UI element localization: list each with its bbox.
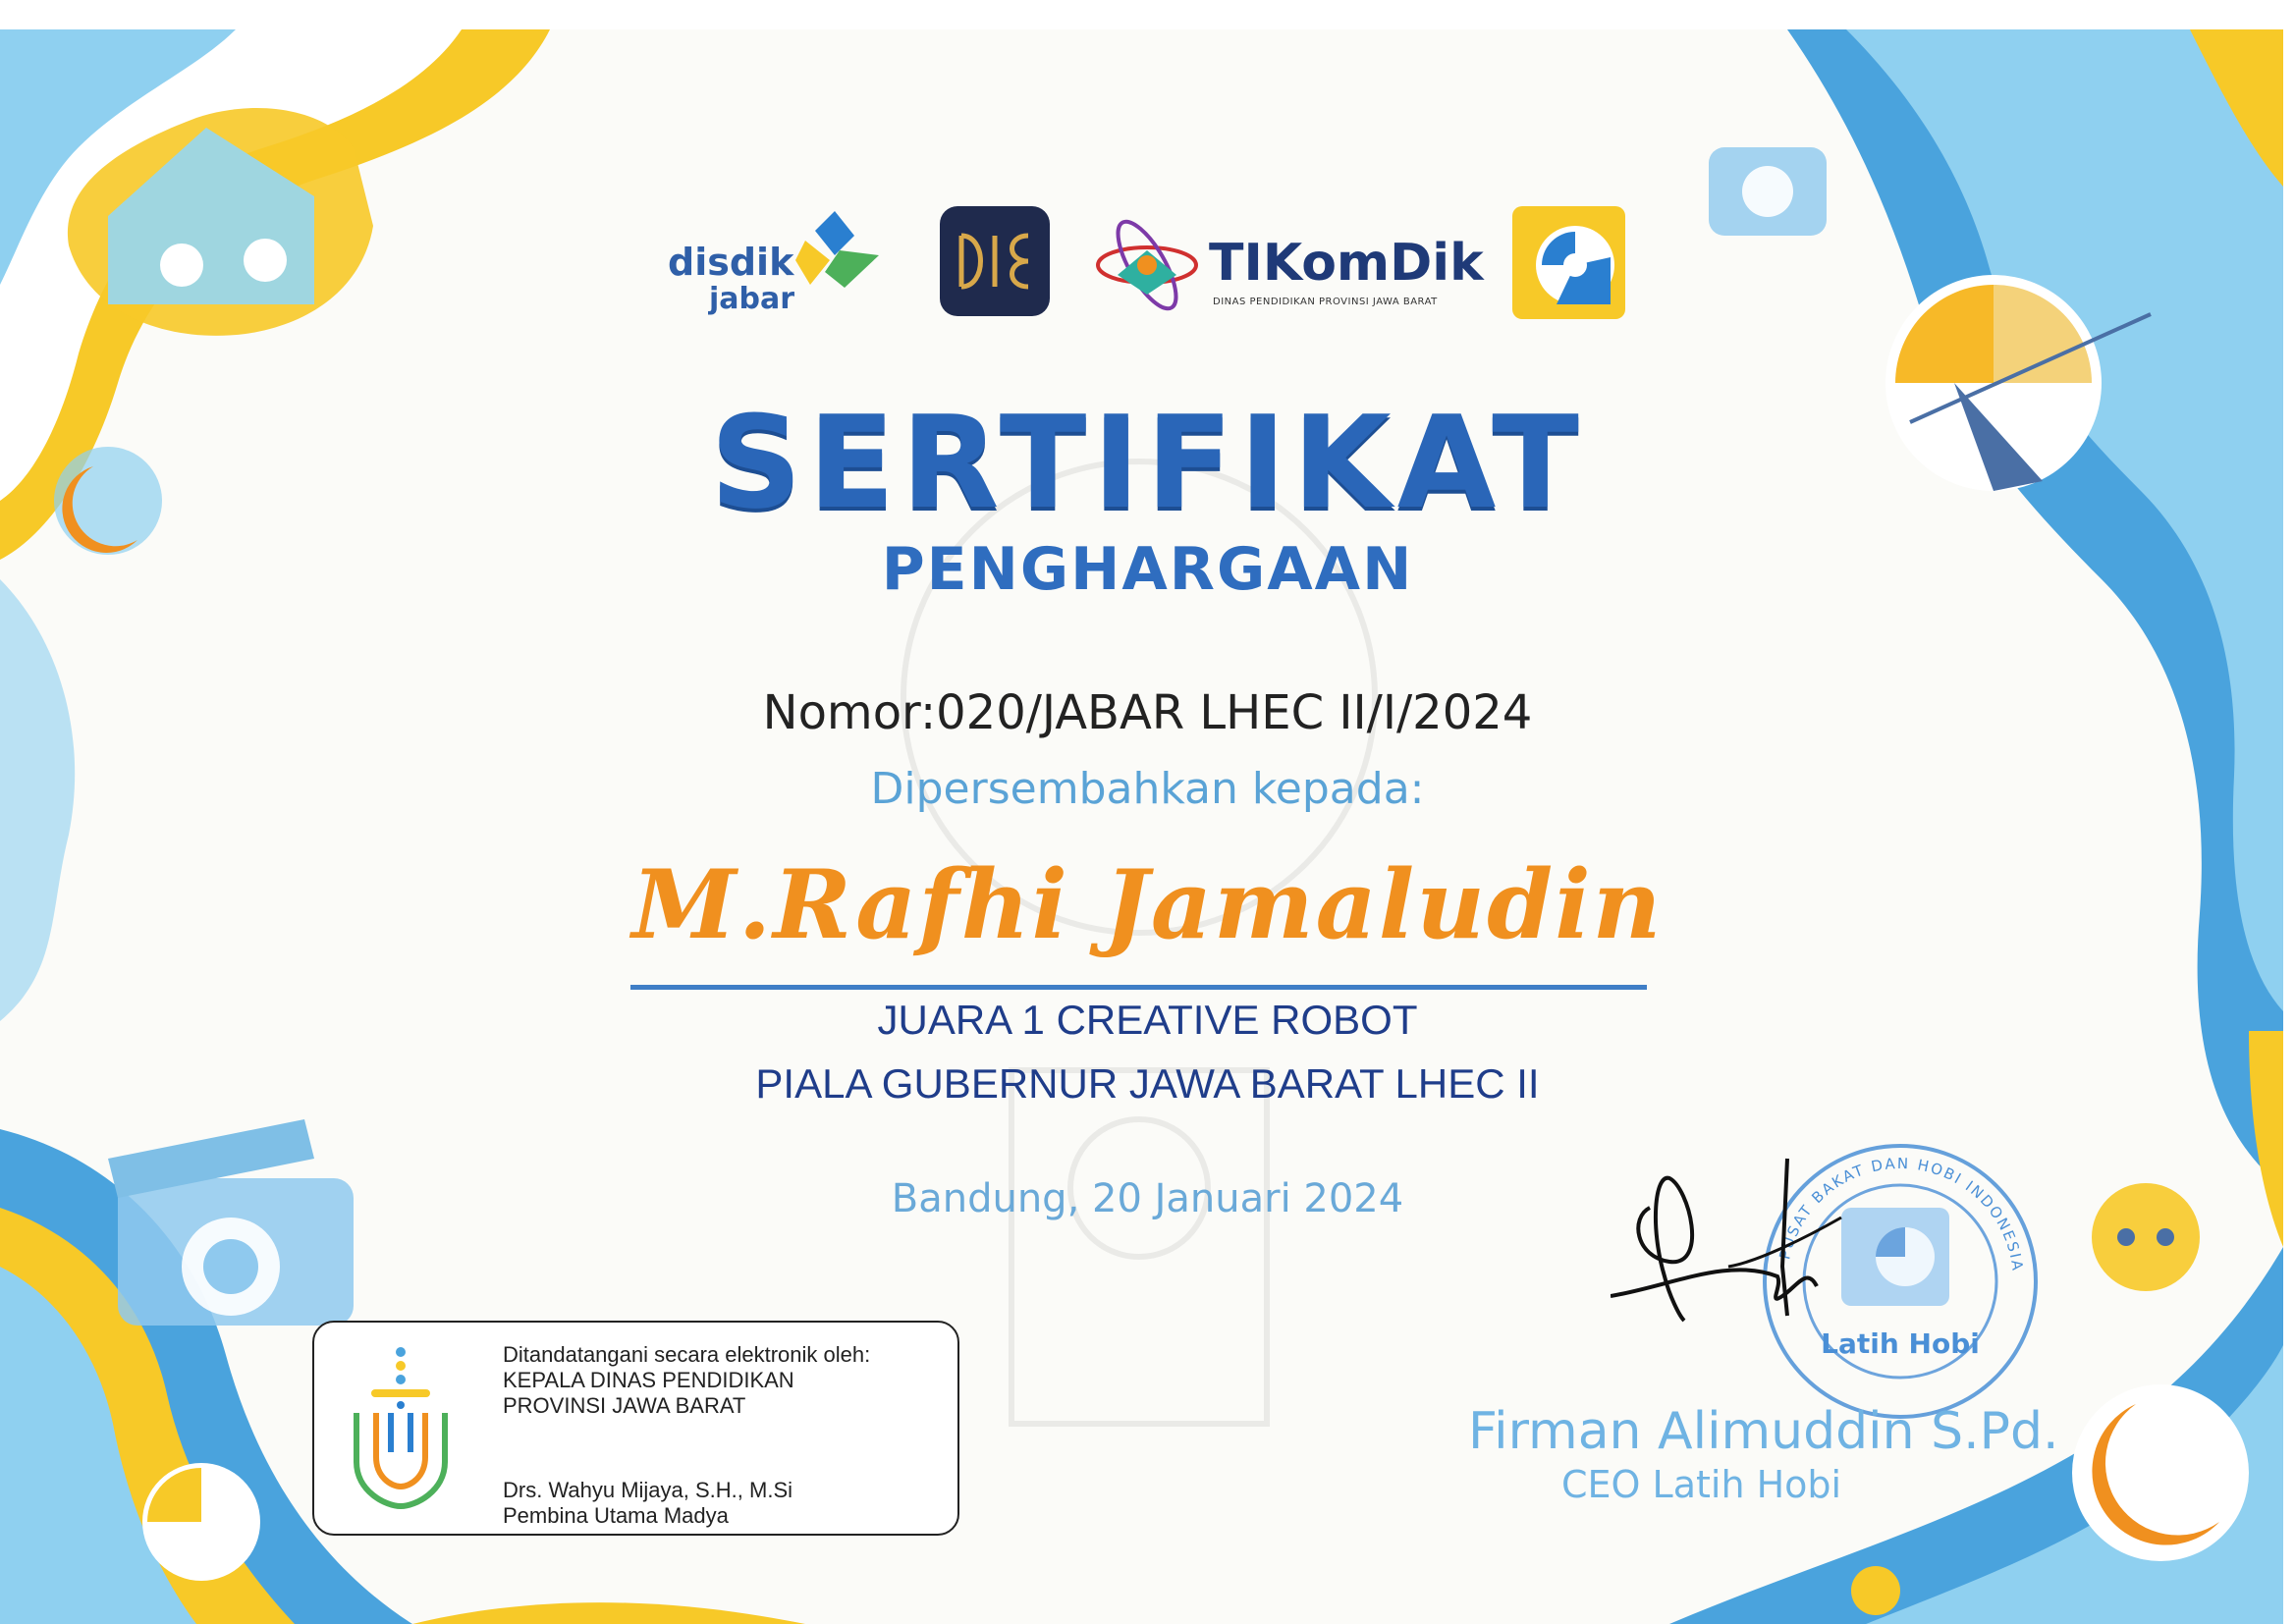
electronic-signature-box <box>312 1321 959 1536</box>
certificate-number: Nomor:020/JABAR LHEC II/I/2024 <box>762 685 1533 740</box>
award-title: JUARA 1 CREATIVE ROBOT <box>877 997 1418 1043</box>
stamp-ring-text: PUSAT BAKAT DAN HOBI INDONESIA <box>1776 1154 2027 1273</box>
certificate-subtitle: PENGHARGAAN <box>881 535 1414 604</box>
recipient-name: M.Rafhi Jamaludin <box>631 849 1664 960</box>
stamp-center-text: Latih Hobi <box>1821 1327 1980 1360</box>
tikomdik-logo <box>1093 216 1484 324</box>
esign-line-2: KEPALA DINAS PENDIDIKAN <box>503 1368 794 1392</box>
esign-line-3: PROVINSI JAWA BARAT <box>503 1393 746 1418</box>
disdik-logo-mark-icon <box>795 211 879 290</box>
recipient-underline <box>630 985 1647 990</box>
presented-to-label: Dipersembahkan kepada: <box>870 764 1425 814</box>
esign-line-1: Ditandatangani secara elektronik oleh: <box>503 1342 871 1367</box>
tikomdik-name: TIKomDik <box>1209 234 1484 293</box>
award-event: PIALA GUBERNUR JAWA BARAT LHEC II <box>755 1060 1540 1107</box>
disdik-logo-text: disdik <box>668 241 794 284</box>
dsg-logo-icon <box>940 206 1050 316</box>
latih-hobi-logo-icon <box>1512 206 1625 319</box>
esign-official-rank: Pembina Utama Madya <box>503 1503 729 1528</box>
certificate-title: SERTIFIKAT <box>710 388 1585 537</box>
jabar-emblem-icon <box>342 1344 460 1511</box>
disdik-jabar-logo <box>668 211 879 319</box>
tikomdik-subtitle: DINAS PENDIDIKAN PROVINSI JAWA BARAT <box>1213 297 1438 307</box>
jabar-logo-text: jabar <box>709 282 795 316</box>
handwritten-signature <box>1611 1149 1866 1345</box>
tikomdik-atom-icon <box>1093 216 1201 314</box>
signer-role: CEO Latih Hobi <box>1561 1463 1842 1506</box>
esign-official-name: Drs. Wahyu Mijaya, S.H., M.Si <box>503 1478 793 1502</box>
place-date: Bandung, 20 Januari 2024 <box>891 1176 1404 1221</box>
signer-name: Firman Alimuddin S.Pd. <box>1468 1402 2059 1461</box>
